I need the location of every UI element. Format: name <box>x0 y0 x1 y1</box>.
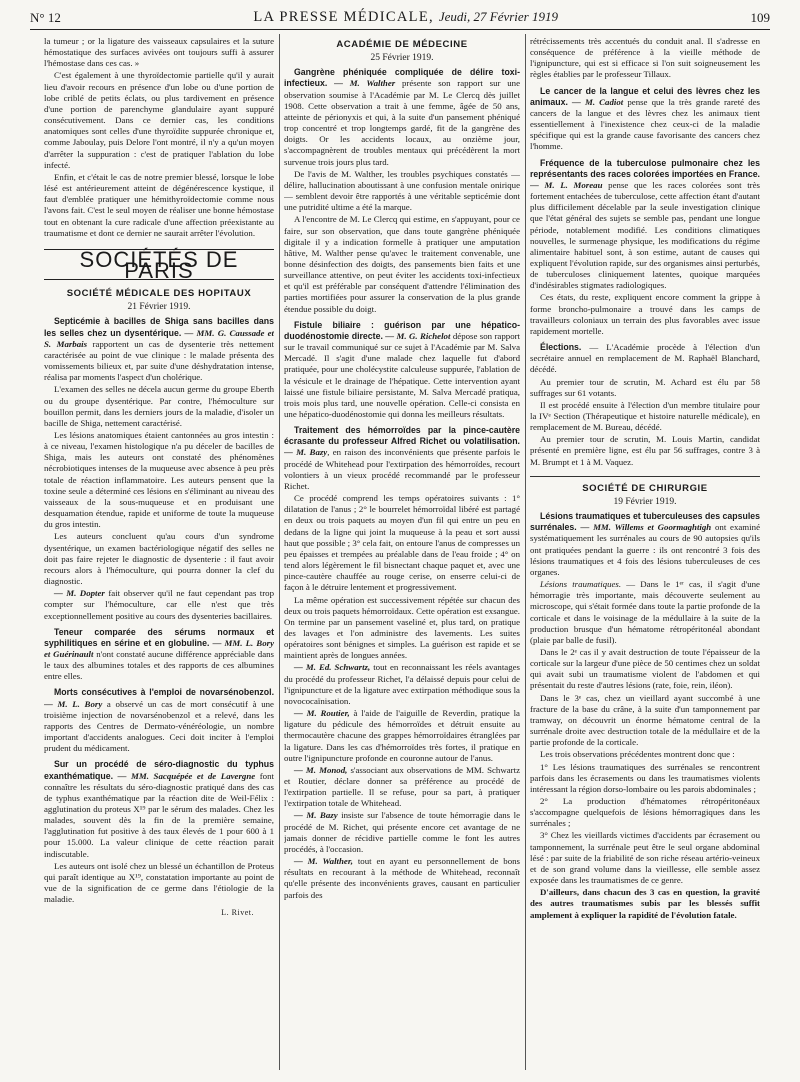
society-title: SOCIÉTÉ MÉDICALE DES HOPITAUX <box>66 288 252 300</box>
paragraph <box>284 708 520 764</box>
article-text: font connaître les résultats du séro-diagnostic pratiqué dans des cas de typhus exanthématique par la réaction dite de Weil-Félix : agglutination du proteus X¹⁹ par le sérum des malades. Chez les malades, souvent dès la fin de la première semaine, l'agglutination fut positive à des taux élevés de 1 pour 600 à 1 pour 15.000. La valeur clinique de cette réaction parait indiscutable. <box>44 770 274 859</box>
article <box>530 342 760 375</box>
article-title: Teneur comparée des sérums normaux et syphilitiques en sérine et en globuline. <box>44 626 274 648</box>
paragraph <box>284 765 520 810</box>
article-text: rapportent un cas de dysenterie très nettement caractérisée au point de vue clinique : le malade présenta des vomissements bilieux et, par suite d'une déshydratation intense, réalisa par moments l'aspect d'un cholérique. <box>44 338 274 383</box>
paragraph: la tumeur ; or la ligature des vaisseaux capsulaires et la suture hémostatique des surfaces avivées ont toujours suffi à assurer l'hémostase dans ces cas. » <box>44 36 274 69</box>
article-text: dépose son rapport sur le travail communiqué sur ce sujet à l'Académie par M. Salva Mercadé. Il s'agit d'une malade chez laquelle fut d'abord pratiquée, pour une cholécystite calculeuse suppurée, l'ablation de la vésicule et le drainage de l'hépatique. Cette intervention ayant laissé une fistule biliaire persistante, M. Salva Mercadé pratiqua, trois mois plus tard, une nouvelle opération. Celle-ci consista en une hépatico-duodénostomie qui donna les meilleurs résultats. <box>284 330 520 419</box>
paragraph-text: s'associant aux observations de MM. Schwartz et Routier, déclare donner sa préférence au procédé de l'extirpation partielle. Il se refuse, pour sa part, à pratiquer l'extirpation totale de Whitehead. <box>284 764 520 809</box>
paragraph: Les auteurs concluent qu'au cours d'un syndrome dysentérique, un examen bactériologique négatif des selles ne doit pas faire rejeter le diagnostic de dysenterie : il faut avoir recours alors à l'hémoculture, qui pourra donner la clef du diagnostic. <box>44 531 274 587</box>
article-text: — L'Académie procède à l'élection d'un secrétaire annuel en remplacement de M. Raphaël Blanchard, décédé. <box>530 342 760 375</box>
column-2 <box>284 36 520 1074</box>
page-header <box>30 6 770 30</box>
paragraph <box>530 579 760 646</box>
paragraph: D'ailleurs, dans chacun des 3 cas en question, la gravité des autres traumatismes subis par les blessés suffit amplement à expliquer la rapidité de l'évolution fatale. <box>530 887 760 920</box>
article-authors: — MM. Sacquépée et de Lavergne <box>113 770 256 781</box>
paragraph-text: fait observer qu'il ne faut cependant pas trop compter sur l'hémoculture, car elle n'est que très exceptionnellement positive au cours des dysenteries bacillaires. <box>44 588 274 621</box>
paragraph: Les auteurs ont isolé chez un blessé un échantillon de Proteus qui paraît identique au X¹⁹, constatation importante au point de vue de la signification de ce germe dans l'étiologie de la maladie. <box>44 860 274 905</box>
discussant: — M. Routier, <box>294 708 350 719</box>
paragraph: Dans le 3ᵉ cas, chez un vieillard ayant succombé à une fracture de la base du crâne, à la suite d'un tamponnement par tramway, on découvrit un énorme hématome central de la surrénale droite avec destruction totale de la médullaire et de la partie profonde de la corticale. <box>530 692 760 748</box>
article-text: , en raison des inconvénients que présente parfois le procédé de Whitehead pour l'extirpation des hémorroïdes, recourt volontiers à un vieux procédé recommandé par le professeur Richet. <box>284 447 520 491</box>
article-authors: — MM. Willems et Goormaghtigh <box>576 522 712 533</box>
paragraph <box>284 810 520 855</box>
paragraph: Au premier tour de scrutin, M. Achard est élu par 58 suffrages sur 61 votants. <box>530 376 760 398</box>
article-text: pense que les races colorées sont très fortement entachées de tuberculose, cette affection étant d'autant plus difficilement décelable par la seule investigation clinique que l'état général des sujets se semble pas, pendant une longue période, notablement modifié. Les conditions climatiques nouvelles, le surmenage physique, les modifications du régime alimentaire habituel sont, à son estime, autant de causes qui expliquent l'évolution rapide, sur des organismes ainsi perturbés, de tuberculoses cliniquement latentes, quoique marquées d'indésirables stigmates radiologiques. <box>530 179 760 291</box>
paragraph: L'examen des selles ne décela aucun germe du groupe Eberth ou du groupe dysentérique. Par contre, l'hémoculture sur bouillon permit, dans les derniers jours de la maladie, d'isoler un bacille de Shiga, nettement caractérisé. <box>44 384 274 428</box>
discussant: — M. Bazy <box>294 810 338 821</box>
article-title: Gangrène phéniquée compliquée de délire toxi-infectieux. <box>284 67 520 89</box>
paragraph: De l'avis de M. Walther, les troubles psychiques constatés — délire, hallucination aboutissant à une confusion mentale onirique — semblent devoir être rapportés à une véritable septicémie dont une putridité ultime a été la marque. <box>284 168 520 213</box>
paragraph: 3° Chez les vieillards victimes d'accidents par écrasement ou tamponnement, la surrénale peut être le seul organe abdominal lésé : par suite de la friabilité de son riche réseau artério-veineux et de son grand volume dans la vieillesse, elle semble assez exposée dans les traumatismes de ce genre. <box>530 830 760 886</box>
article-authors: — M. Bazy <box>284 447 328 458</box>
article-text: présente son rapport sur une observation soumise à l'Académie par M. Le Clercq dès juillet 1908. Cette observation a trait à une femme, âgée de 50 ans, atteinte de périonyxis et qui, à la suite d'un pansement phéniqué trop concentré et trop longtemps gardé, fit de la gangrène des doigts. Or les accidents locaux, au onzième jour, s'accompagnèrent de troubles mentaux qui précédèrent la mort survenue trois jours plus tard. <box>284 78 520 167</box>
article-authors: — M. Walther <box>327 78 396 89</box>
paragraph <box>284 662 520 707</box>
discussant: — M. Monod, <box>294 764 348 775</box>
article-authors: — M. G. Richelot <box>382 330 451 341</box>
article-title: Traitement des hémorroïdes par la pince-cautère écrasante du professeur Alfred Richet ou volatilisation. <box>284 425 520 447</box>
article <box>44 759 274 859</box>
paragraph: Enfin, et c'était le cas de notre premier blessé, lorsque le lobe lésé est antérieurement atteint de dégénérescence kystique, il faut d'emblée pratiquer une hémithyroïdectomie comme nous l'avons fait. C'est le seul moyen de réaliser une bonne hémostase tout en obtenant la cure radicale d'une affection préexistante au traumatisme et dont ce dernier ne saurait arrêter l'évolution. <box>44 171 274 238</box>
paragraph: A l'encontre de M. Le Clercq qui estime, en s'appuyant, pour ce faire, sur son observation, que dans toute gangrène phéniquée digitale il y a indication formelle à pratiquer une amputation hâtive, M. Walther pense qu'avec le traitement convenable, une bonne désinfection des doigts, des pansements bien faits et une surveillance attentive, on peut éviter les accidents toxi-infectieux et qu'il est préférable par conséquent d'attendre l'élimination des parties mortifiées pour assurer la conservation de la plus grande étendue possible du doigt. <box>284 214 520 314</box>
article-authors: — M. L. Bory <box>44 698 103 709</box>
article <box>44 627 274 683</box>
paragraph: 2° La production d'hématomes rétropéritonéaux s'accompagne quelquefois de lésions hémorragiques dans les surrénales ; <box>530 796 760 829</box>
article-title: Le cancer de la langue et celui des lèvres chez les animaux. <box>530 85 760 107</box>
column-rule-2 <box>525 34 526 1070</box>
paragraph: Dans le 2ᵉ cas il y avait destruction de toute l'épaisseur de la corticale sur la largeur d'une pièce de 50 centimes chez un soldat qui avait subi un traumatisme violent de l'abdomen et qui présentait du reste d'autres lésions (rate, foie, rein, iléon). <box>530 646 760 691</box>
paragraph: Les trois observations précédentes montrent donc que : <box>540 749 735 760</box>
discussant: — M. Walther, <box>294 856 353 867</box>
article-title: Morts consécutives à l'emploi de novarsénobenzol. <box>54 687 274 698</box>
article-title: Septicémie à bacilles de Shiga sans bacilles dans les selles chez un dysentérique. <box>44 316 274 338</box>
article-text: ont examiné systématiquement les surrénales au cours de 90 autopsies qu'ils ont pratiquées pendant la guerre : ils ont rencontré 3 fois des lésions traumatiques et 4 fois des lésions tuberculeuses de ces organes. <box>530 522 760 577</box>
journal-name: LA PRESSE MÉDICALE, <box>253 9 434 25</box>
article <box>44 316 274 383</box>
column-1 <box>44 36 274 1074</box>
paragraph <box>44 588 274 621</box>
article-authors: — M. Cadiot <box>567 96 624 107</box>
paragraph: C'est également à une thyroïdectomie partielle qu'il y aurait lieu d'avoir recours en présence d'un lobe ou d'une portion de lobe criblé de petits éclats, ou plus tardivement en présence d'une portion de parenchyme glandulaire ayant suppuré consécutivement. Dans ce dernier cas, les conditions anatomiques sont celles d'une thyroïdite suppurée chronique et, comme Jaboulay, puis Delore l'ont montré, il n'y a qu'un moyen d'arrêter la suppuration : c'est de pratiquer l'ablation du lobe infecté. <box>44 70 274 170</box>
article-title: Fistule biliaire : guérison par une hépatico-duodénostomie directe. <box>284 319 520 341</box>
paragraph: rétrécissements très accentués du conduit anal. Il s'adresse en conséquence de préférence à la vieille méthode de l'ignipuncture, qui est si efficace si l'on suit soigneusement les règles établies par le professeur Tillaux. <box>530 36 760 80</box>
paragraph: Les lésions anatomiques étaient cantonnées au gros intestin : à ce niveau, l'examen histologique n'a pu déceler de bacilles de Shiga, mais les auteurs ont constaté des phénomènes nécrobiotiques intenses de la muqueuse avec absence à peu près totale de réaction inflammatoire. Les auteurs pensent que la toxine seule a déterminé ces lésions en s'éliminant au niveau des vaisseaux de la sous-muqueuse et en produisant une desquamation étendue, rapide et uniforme de toute la muqueuse du gros intestin. <box>44 430 274 530</box>
paragraph-text: tout en reconnaissant les réels avantages du procédé du professeur Richet, l'a délaissé depuis pour celui de l'ignipuncture et de la ligature avec extirpation méthodique sous la novococaïnisation. <box>284 662 520 706</box>
article-text: n'ont constaté aucune différence appréciable dans le taux des albumines totales et des rapports de ces albumines entre elles. <box>44 648 274 682</box>
signature: L. Rivet. <box>221 908 254 918</box>
article-title: Lésions traumatiques et tuberculeuses des capsules surrénales. <box>530 511 760 533</box>
article-authors: — M. L. Moreau <box>530 179 603 190</box>
society-title: SOCIÉTÉ DE CHIRURGIE <box>582 482 708 494</box>
article <box>44 687 274 754</box>
article <box>530 86 760 153</box>
society-title: ACADÉMIE DE MÉDECINE <box>336 39 468 50</box>
page-number: 109 <box>750 9 770 25</box>
paragraph: Au premier tour de scrutin, M. Louis Martin, candidat présenté en première ligne, est élu par 56 suffrages, contre 3 à M. Brumpt et 1 à M. Vaquez. <box>530 434 760 467</box>
paragraph-text: — Dans le 1ᵉʳ cas, il s'agit d'une hémorragie très importante, mais découverte seulement au microscope, qui s'était formée dans toute la partie profonde de la corticale et dans le voisinage de la médullaire à la suite de la production brusque d'un hématome rétropéritonéal abondant (plaie par balle de fusil). <box>530 579 760 645</box>
paragraph-text: insiste sur l'absence de toute hémorragie dans le procédé de M. Richet, qui présente encore cet avantage de ne jamais donner de récidive partielle comme le font les autres procédés, à l'occasion. <box>284 810 520 854</box>
article-title: Sur un procédé de séro-diagnostic du typhus exanthématique. <box>44 759 274 781</box>
subheading: Lésions traumatiques. <box>540 579 622 590</box>
paragraph: 1° Les lésions traumatiques des surrénales se rencontrent parfois dans les écrasements ou dans les traumatismes violents intéressant la région dorso-lombaire ou les parois abdominales ; <box>530 761 760 794</box>
paragraph: La même opération est successivement répétée sur chacun des deux ou trois paquets hémorroïdaux. Cette opération est exsangue. On termine par un pansement vaseliné et, plus tard, on pratique des lavages et l'on administre des lavements. Les suites opératoires sont bénignes et simples. La guérison est rapide et se maintient après de longues années. <box>284 594 520 661</box>
society-date: 25 Février 1919. <box>370 53 434 64</box>
column-3 <box>530 36 760 1074</box>
journal-title <box>253 9 558 26</box>
article-title: Fréquence de la tuberculose pulmonaire chez les représentants des races colorées importées en France. <box>530 157 760 179</box>
issue-number: N° 12 <box>30 9 61 25</box>
article <box>530 511 760 578</box>
paragraph: Ce procédé comprend les temps opératoires suivants : 1° dilatation de l'anus ; 2° le bourrelet hémorroïdal libéré est partagé en deux ou trois paquets au moyen d'un fil qui entre un peu en dedans de la ligne qui joint la muqueuse à la peau et sort aussi haut que possible ; 3° cela fait, on entoure l'anus de compresses un peu épaisses et trempées au préalable dans de l'eau froide ; 4° on tend alors légèrement le fil bisnectant chaque paquet et, avec une pince-cautère chauffée au rouge cerise, on enserre celui-ci de façon à le détruire lentement et progressivement. <box>284 493 520 593</box>
discussant: — M. Dopter <box>54 588 105 599</box>
article-title: Élections. <box>540 342 582 353</box>
article <box>530 158 760 292</box>
society-date: 21 Février 1919. <box>127 302 191 313</box>
section-title: SOCIÉTÉS DE PARIS <box>44 249 274 280</box>
paragraph-text: tout en ayant eu personnellement de bons résultats en recourant à la méthode de Whitehead, reconnaît qu'elle présente des inconvénients graves, causant en particulier parfois des <box>284 856 520 900</box>
society-date: 19 Février 1919. <box>613 496 677 507</box>
paragraph: Il est procédé ensuite à l'élection d'un membre titulaire pour la IVᵉ Section (Thérapeutique et histoire naturelle médicale), en remplacement de M. Bureau, décédé. <box>530 399 760 433</box>
article <box>284 320 520 420</box>
column-rule-1 <box>279 34 280 1070</box>
divider <box>530 476 760 477</box>
paragraph: Ces états, du reste, expliquent encore comment la grippe à forme broncho-pulmonaire a trouvé dans les camps de travailleurs coloniaux un terrain des plus favorables avec issue rapidement mortelle. <box>530 292 760 336</box>
article <box>284 67 520 167</box>
article-text: a observé un cas de mort consécutif à une troisième injection de novarsénobenzol et a relevé, dans les rapports des Centres de Dermato-vénéréologie, un nombre important d'accidents analogues. Ceci doit inciter à l'emploi prudent du médicament. <box>44 698 274 754</box>
paragraph-text: à l'aide de l'aiguille de Reverdin, pratique la ligature du pédicule des hémorroïdes et détruit ensuite au thermocautère chacune des grappes hémorroïdaires étranglées par la ligature. Dans les cas d'hémorroïdes très fortes, il pratique en outre l'ignipuncture profonde en couronne autour de l'anus. <box>284 708 520 763</box>
article-authors: — MM. L. Bory et Guérinault <box>44 637 274 659</box>
paragraph <box>284 856 520 901</box>
article-authors: — MM. G. Caussade et S. Marbais <box>44 327 274 349</box>
article-text: pense que la très grande rareté des cancers de la langue et des lèvres chez les animaux tient essentiellement à l'inexistence chez ceux-ci de la maladie spécifique qui est la grande cause favorisante des cancers chez l'homme. <box>530 96 760 152</box>
article <box>284 425 520 492</box>
discussant: — M. Ed. Schwartz, <box>294 662 371 673</box>
issue-date: Jeudi, 27 Février 1919 <box>438 9 558 24</box>
